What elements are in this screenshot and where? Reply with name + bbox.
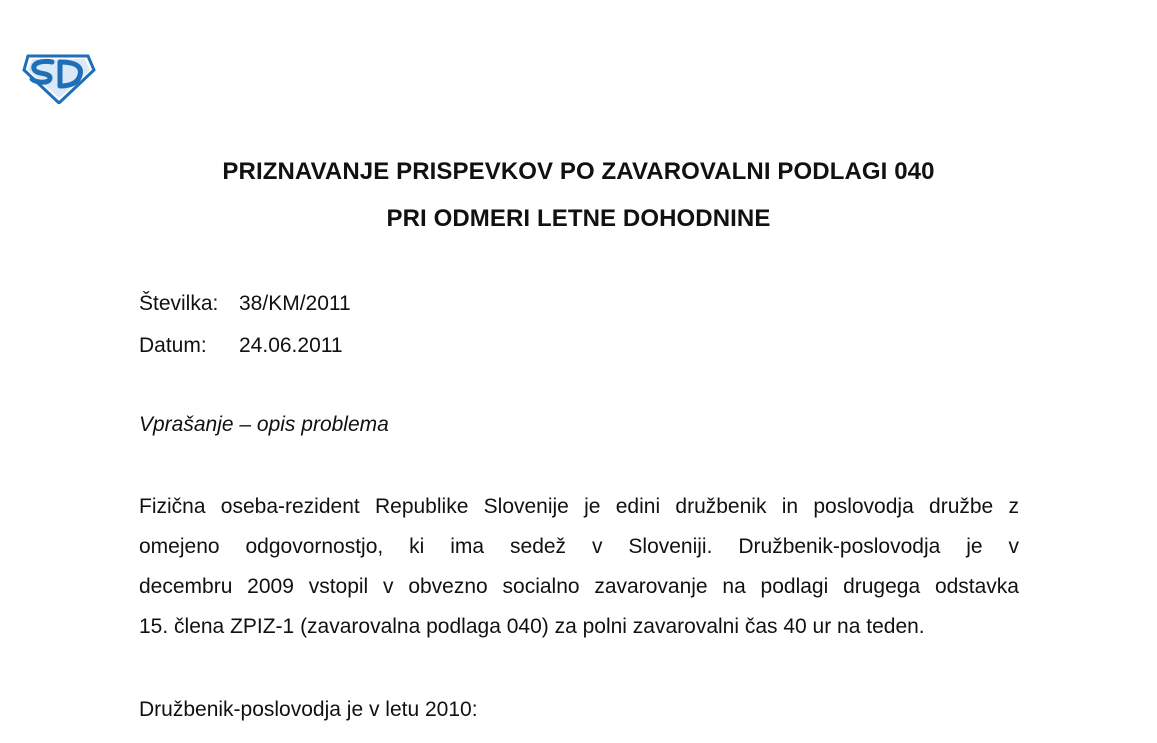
date-row	[139, 334, 343, 358]
paragraph-line: omejeno odgovornostjo, ki ima sedež v Sloveniji. Družbenik-poslovodja je v	[139, 535, 1019, 558]
paragraph-2010-intro: Družbenik-poslovodja je v letu 2010:	[139, 698, 478, 721]
paragraph-line: decembru 2009 vstopil v obvezno socialno zavarovanje na podlagi drugega odstavka	[139, 575, 1019, 598]
paragraph-line: 15. člena ZPIZ-1 (zavarovalna podlaga 040) za polni zavarovalni čas 40 ur na teden.	[139, 615, 925, 638]
paragraph-problem-description	[139, 487, 1019, 647]
document-title-line-1: PRIZNAVANJE PRISPEVKOV PO ZAVAROVALNI PODLAGI 040	[222, 158, 935, 185]
number-value: 38/KM/2011	[239, 292, 351, 315]
company-logo	[22, 48, 96, 104]
document-title-line-2: PRI ODMERI LETNE DOHODNINE	[386, 205, 771, 232]
date-value: 24.06.2011	[239, 334, 343, 357]
section-heading: Vprašanje – opis problema	[139, 413, 389, 436]
date-label: Datum:	[139, 334, 207, 357]
number-row	[139, 292, 351, 316]
paragraph-line: Fizična oseba-rezident Republike Slovenije je edini družbenik in poslovodja družbe z	[139, 495, 1019, 518]
number-label: Številka:	[139, 292, 219, 315]
